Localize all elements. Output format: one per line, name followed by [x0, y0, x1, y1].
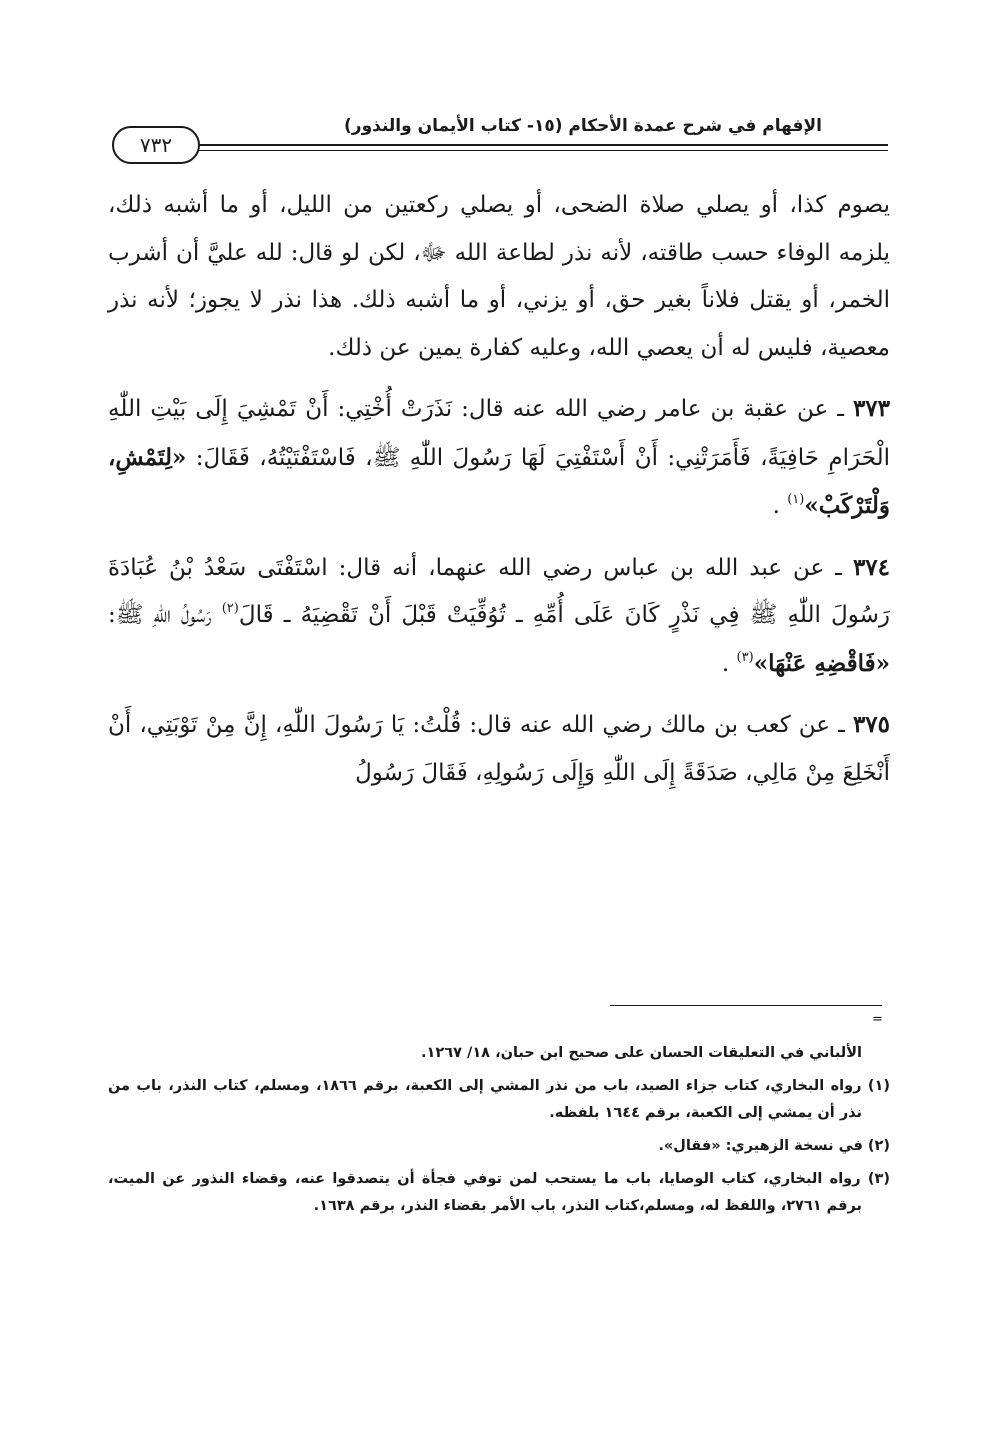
footnote-2: (٢) في نسخة الزهيري: «فقال». — [658, 1138, 890, 1154]
hadith-text: ـ عن عقبة بن عامر رضي الله عنه قال: نَذَرَتْ أُخْتِي: أَنْ تَمْشِيَ إِلَى بَيْتِ اللّٰهِ الْحَرَامِ حَافِيَةً، فَأَمَرَتْنِي: أَنْ أَسْتَفْتِيَ لَهَا رَسُولَ اللّٰهِ ﷺ، فَاسْتَفْتَيْتُهُ، فَقَالَ: — [108, 396, 890, 471]
paragraph-intro: يصوم كذا، أو يصلي صلاة الضحى، أو يصلي ركعتين من الليل، أو ما أشبه ذلك، يلزمه الوفاء حسب طاقته، لأنه نذر لطاعة الله ﷻ، لكن لو قال: لله عليَّ أن أشرب الخمر، أو يقتل فلاناً بغير حق، أو يزني، أو ما أشبه ذلك. هذا نذر لا يجوز؛ لأنه نذر معصية، فليس له أن يعصي الله، وعليه كفارة يمين عن ذلك. — [108, 192, 890, 361]
footnote-1: (١) رواه البخاري، كتاب جزاء الصيد، باب من نذر المشي إلى الكعبة، برقم ١٨٦٦، ومسلم، كتاب النذر، باب من نذر أن يمشي إلى الكعبة، برقم ١٦٤٤ بلفظه. — [108, 1078, 890, 1121]
hadith-374 — [108, 544, 890, 689]
main-text — [108, 182, 890, 797]
footnote-3: (٣) رواه البخاري، كتاب الوصايا، باب ما يستحب لمن توفي فجأة أن يتصدقوا عنه، وقضاء النذور عن الميت، برقم ٢٧٦١، واللفظ له، ومسلم،كتاب النذر، باب الأمر بقضاء النذر، برقم ١٦٣٨. — [108, 1171, 890, 1214]
hadith-end: . — [772, 493, 788, 519]
footnotes — [108, 1040, 890, 1226]
hadith-text: ـ عن كعب بن مالك رضي الله عنه قال: قُلْتُ: يَا رَسُولَ اللّٰهِ، إِنَّ مِنْ تَوْبَتِي، أَنْ أَنْخَلِعَ مِنْ مَالِي، صَدَقَةً إِلَى اللّٰهِ وَإِلَى رَسُولِهِ، فَقَالَ رَسُولُ — [108, 712, 890, 786]
running-title: الإفهام في شرح عمدة الأحكام (١٥- كتاب الأيمان والنذور) — [344, 116, 822, 136]
footnote-ref: (١) — [787, 492, 805, 507]
hadith-373 — [108, 385, 890, 531]
prophetic-quote: «فَاقْضِهِ عَنْهَا» — [753, 649, 890, 677]
footnote-separator — [610, 1005, 882, 1006]
page-number: ٧٣٢ — [112, 126, 200, 164]
footnote-ref: (٢) — [221, 601, 239, 616]
hadith-number: ٣٧٣ — [852, 395, 890, 422]
header-rule-thick — [128, 144, 888, 146]
footnote-ref: (٣) — [736, 649, 754, 665]
hadith-text: ـ عن عبد الله بن عباس رضي الله عنهما، أنه قال: اسْتَفْتَى سَعْدُ بْنُ عُبَادَةَ رَسُولَ اللّٰهِ ﷺ فِي نَذْرٍ كَانَ عَلَى أُمِّهِ ـ تُوُفِّيَتْ قَبْلَ أَنْ تَقْضِيَهُ ـ قَالَ — [108, 554, 890, 628]
header-rule-thin — [128, 150, 888, 151]
hadith-number: ٣٧٤ — [852, 553, 890, 581]
hadith-number: ٣٧٥ — [852, 711, 890, 738]
footnote-continuation-mark: = — [872, 1012, 883, 1027]
page-header — [112, 112, 888, 162]
hadith-375 — [108, 701, 890, 797]
hadith-text-cont: رَسُولُ اللّٰهِ ﷺ: — [108, 602, 222, 628]
prophetic-quote: «لِتَمْشِ، وَلْتَرْكَبْ» — [108, 443, 890, 519]
footnote-continued: الألباني في التعليقات الحسان على صحيح ابن حبان، ١٨/ ١٢٦٧. — [421, 1045, 862, 1061]
hadith-end: . — [721, 650, 737, 677]
